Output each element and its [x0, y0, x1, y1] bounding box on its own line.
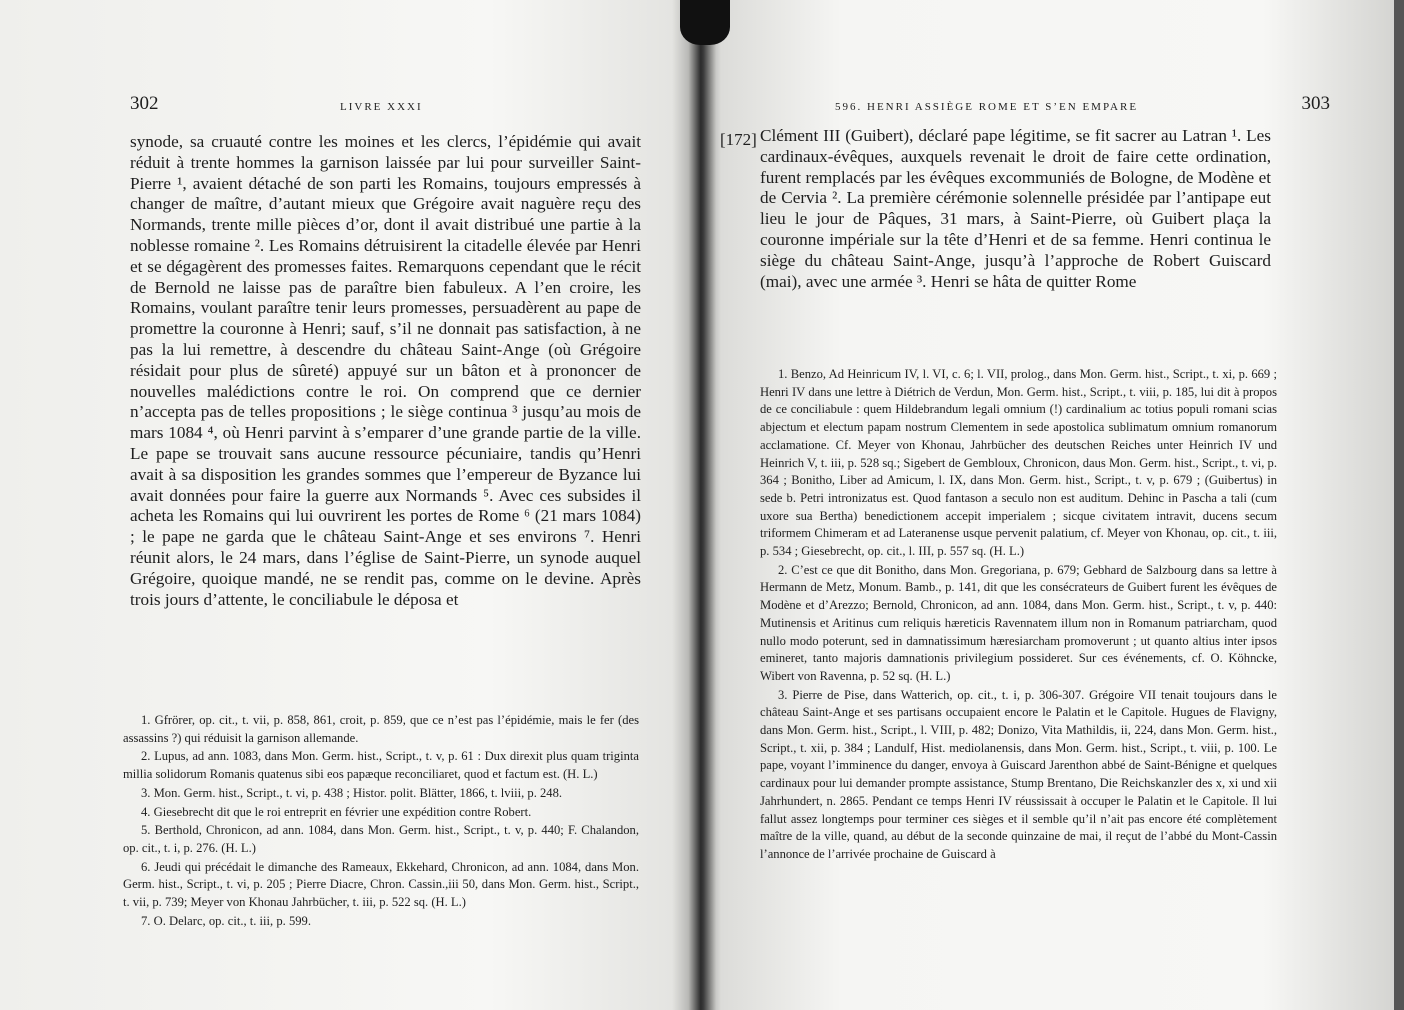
footnote: 7. O. Delarc, op. cit., t. iii, p. 599. — [141, 913, 311, 928]
paragraph: Clément III (Guibert), déclaré pape légitime, se fit sacrer au Latran ¹. Les cardinaux-évêques, auxquels revenait le droit de faire cette ordination, furent remplacés par les évêques excommuniés de Bologne, de Modène et de Cervia ². La première cérémonie solennelle présidée par l’antipape eut lieu le jour de Pâques, 31 mars, à Saint-Pierre, où Guibert plaça la couronne impériale sur la tête d’Henri et de sa femme. Henri continua le siège du château Saint-Ange, jusqu’à l’approche de Robert Guiscard (mai), avec une armée ³. Henri se hâta de quitter Rome — [760, 126, 1271, 291]
footnote: 5. Berthold, Chronicon, ad ann. 1084, dans Mon. Germ. hist., Script., t. v, p. 440; F. Chalandon, op. cit., t. i, p. 276. (H. L.) — [123, 823, 639, 855]
running-head: 596. HENRI ASSIÈGE ROME ET S’EN EMPARE — [835, 101, 1139, 113]
right-page — [700, 0, 1404, 1010]
paragraph: synode, sa cruauté contre les moines et les clercs, l’épidémie qui avait réduit à trente hommes la garnison laissée par lui pour surveiller Saint-Pierre ¹, avaient détaché de son parti les Romains, toujours empressés à changer de maître, d’autant mieux que Grégoire avait naguère reçu des Normands, trente mille pièces d’or, dont il avait distribué une partie à la noblesse romaine ². Les Romains détruisirent la citadelle élevée par Henri et se dégagèrent des promesses faites. Remarquons cependant que le récit de Bernold ne laisse pas de paraître bien fabuleux. A l’en croire, les Romains, voulant paraître tenir leurs promesses, persuadèrent au pape de promettre la couronne à Henri; sauf, s’il ne donnait pas satisfaction, à ne pas la lui remettre, à descendre du château Saint-Ange (où Grégoire résidait pour plus de sûreté) appuyé sur un bâton et à prononcer de nouvelles malédictions contre le roi. On comprend que ce dernier n’accepta pas de telles propositions ; le siège continua ³ jusqu’au mois de mars 1084 ⁴, où Henri parvint à s’emparer d’une grande partie de la ville. Le pape se trouvait sans aucune ressource pécuniaire, tandis qu’Henri avait à sa disposition les grandes sommes que l’empereur de Byzance lui avait données pour faire la guerre aux Normands ⁵. Avec ces subsides il acheta les Romains qui lui ouvrirent les portes de Rome ⁶ (21 mars 1084) ; le pape ne garda que le château Saint-Ange et ses environs ⁷. Henri réunit alors, le 24 mars, dans l’église de Saint-Pierre, un synode auquel Grégoire, quoique mandé, ne se rendit pas, comme on le devine. Après trois jours d’attente, le conciliabule le déposa et — [130, 132, 641, 609]
footnote: 3. Mon. Germ. hist., Script., t. vi, p. 438 ; Histor. polit. Blätter, 1866, t. lviii, p. 248. — [141, 785, 563, 800]
footnotes — [123, 712, 639, 931]
page-edge — [1394, 0, 1404, 1010]
running-head: LIVRE XXXI — [340, 101, 423, 113]
footnote: 1. Benzo, Ad Heinricum IV, l. VI, c. 6; l. VII, prolog., dans Mon. Germ. hist., Script., t. xi, p. 669 ; Henri IV dans une lettre à Diétrich de Verdun, Mon. Germ. hist., Script., t. viii, p. 185, lui dit à propos de ce conciliabule : quem Hildebrandum legali omnium (!) cardinalium ac totius populi romani scias abjectum et electum papam nostrum Clementem in sede apostolica sublimatum omnium romanorum acclamatione. Cf. Meyer von Khonau, Jahrbücher des deutschen Reiches unter Heinrich IV und Heinrich V, t. iii, p. 528 sq.; Sigebert de Gembloux, Chronicon, daus Mon. Germ. hist., Script., t. vi, p. 364 ; Bonitho, Liber ad Amicum, l. IX, dans Mon. Germ. hist., Script., t. v, p. 679 ; (Guibertus) in sede b. Petri intronizatus est. Quod fantason a seculo non est auditum. Dehinc in Pascha a tali (cum uxore sua Bertha) benedictionem accepit imperialem ; sicque civitatem intravit, ducens secum triformem Chimeram et ad Lateranense usque pervenit palatium, cf. Meyer von Khonau, op. cit., t. iii, p. 534 ; Giesebrecht, op. cit., l. III, p. 557 sq. (H. L.) — [760, 367, 1277, 559]
left-page — [0, 0, 700, 1010]
book-gutter — [688, 0, 716, 1010]
footnotes — [760, 366, 1277, 865]
margin-note: [172] — [720, 130, 757, 149]
page-number: 303 — [1301, 93, 1330, 114]
footnote: 6. Jeudi qui précédait le dimanche des Rameaux, Ekkehard, Chronicon, ad ann. 1084, dans Mon. Germ. hist., Script., t. vi, p. 205 ; Pierre Diacre, Chron. Cassin.,iii 50, dans Mon. Germ. hist., Script., t. vii, p. 739; Meyer von Khonau Jahrbücher, t. iii, p. 522 sq. (H. L.) — [123, 859, 639, 910]
footnote: 1. Gfrörer, op. cit., t. vii, p. 858, 861, croit, p. 859, que ce n’est pas l’épidémie, mais le fer (des assassins ?) qui réduisit la garnison allemande. — [123, 713, 639, 745]
main-text — [760, 126, 1271, 292]
footnote: 2. Lupus, ad ann. 1083, dans Mon. Germ. hist., Script., t. v, p. 61 : Dux direxit plus quam triginta millia solidorum Romanis quatenus sibi eos papæque reconciliaret, quod et factum est. (H. L.) — [123, 749, 639, 782]
main-text — [130, 132, 641, 610]
footnote: 2. C’est ce que dit Bonitho, dans Mon. Gregoriana, p. 679; Gebhard de Salzbourg dans sa lettre à Hermann de Metz, Monum. Bamb., p. 141, dit que les consécrateurs de Guibert furent les évêques de Modène et d’Arezzo; Bernold, Chronicon, ad ann. 1084, dans Mon. Germ. hist., Script., t. v, p. 440: Mutinensis et Aritinus cum reliquis hæreticis Ravennatem illum non in Romanum patriarcham, quod nullo modo poterunt, sed in damnatissimum hæresiarcham promoverunt ; ut quanto altius inter ipsos emineret, tanto majoris damnationis privilegium possideret. Sur ces événements, cf. O. Köhncke, Wibert von Ravenna, p. 52 sq. (H. L.) — [760, 562, 1277, 683]
footnote: 4. Giesebrecht dit que le roi entreprit en février une expédition contre Robert. — [141, 804, 532, 819]
binding-shadow — [680, 0, 730, 45]
page-number: 302 — [130, 93, 159, 114]
footnote: 3. Pierre de Pise, dans Watterich, op. cit., t. i, p. 306-307. Grégoire VII tenait toujours dans le château Saint-Ange et ses partisans occupaient encore le Palatin et le Capitole. Hugues de Flavigny, dans Mon. Germ. hist., Script., l. VIII, p. 482; Donizo, Vita Mathildis, ii, 224, dans Mon. Germ. hist., Script., t. xii, p. 384 ; Landulf, Hist. mediolanensis, dans Mon. Germ. hist., Script., t. viii, p. 100. Le pape, voyant l’imminence du danger, envoya à Guiscard Jarenthon abbé de Saint-Bénigne et quelques cardinaux pour lui demander prompte assistance, Stump Brentano, Die Reichskanzler des x, xi und xii Jahrhundert, n. 2865. Pendant ce temps Henri IV réussissait à occuper le Palatin et le Capitole. Il lui fallut assez longtemps pour terminer ces sièges et il semble qu’il n’ait pas encore été complètement maître de la ville, quand, au début de la seconde quinzaine de mai, il reçut de l’abbé du Mont-Cassin l’annonce de l’arrivée prochaine de Guiscard à — [760, 687, 1277, 861]
